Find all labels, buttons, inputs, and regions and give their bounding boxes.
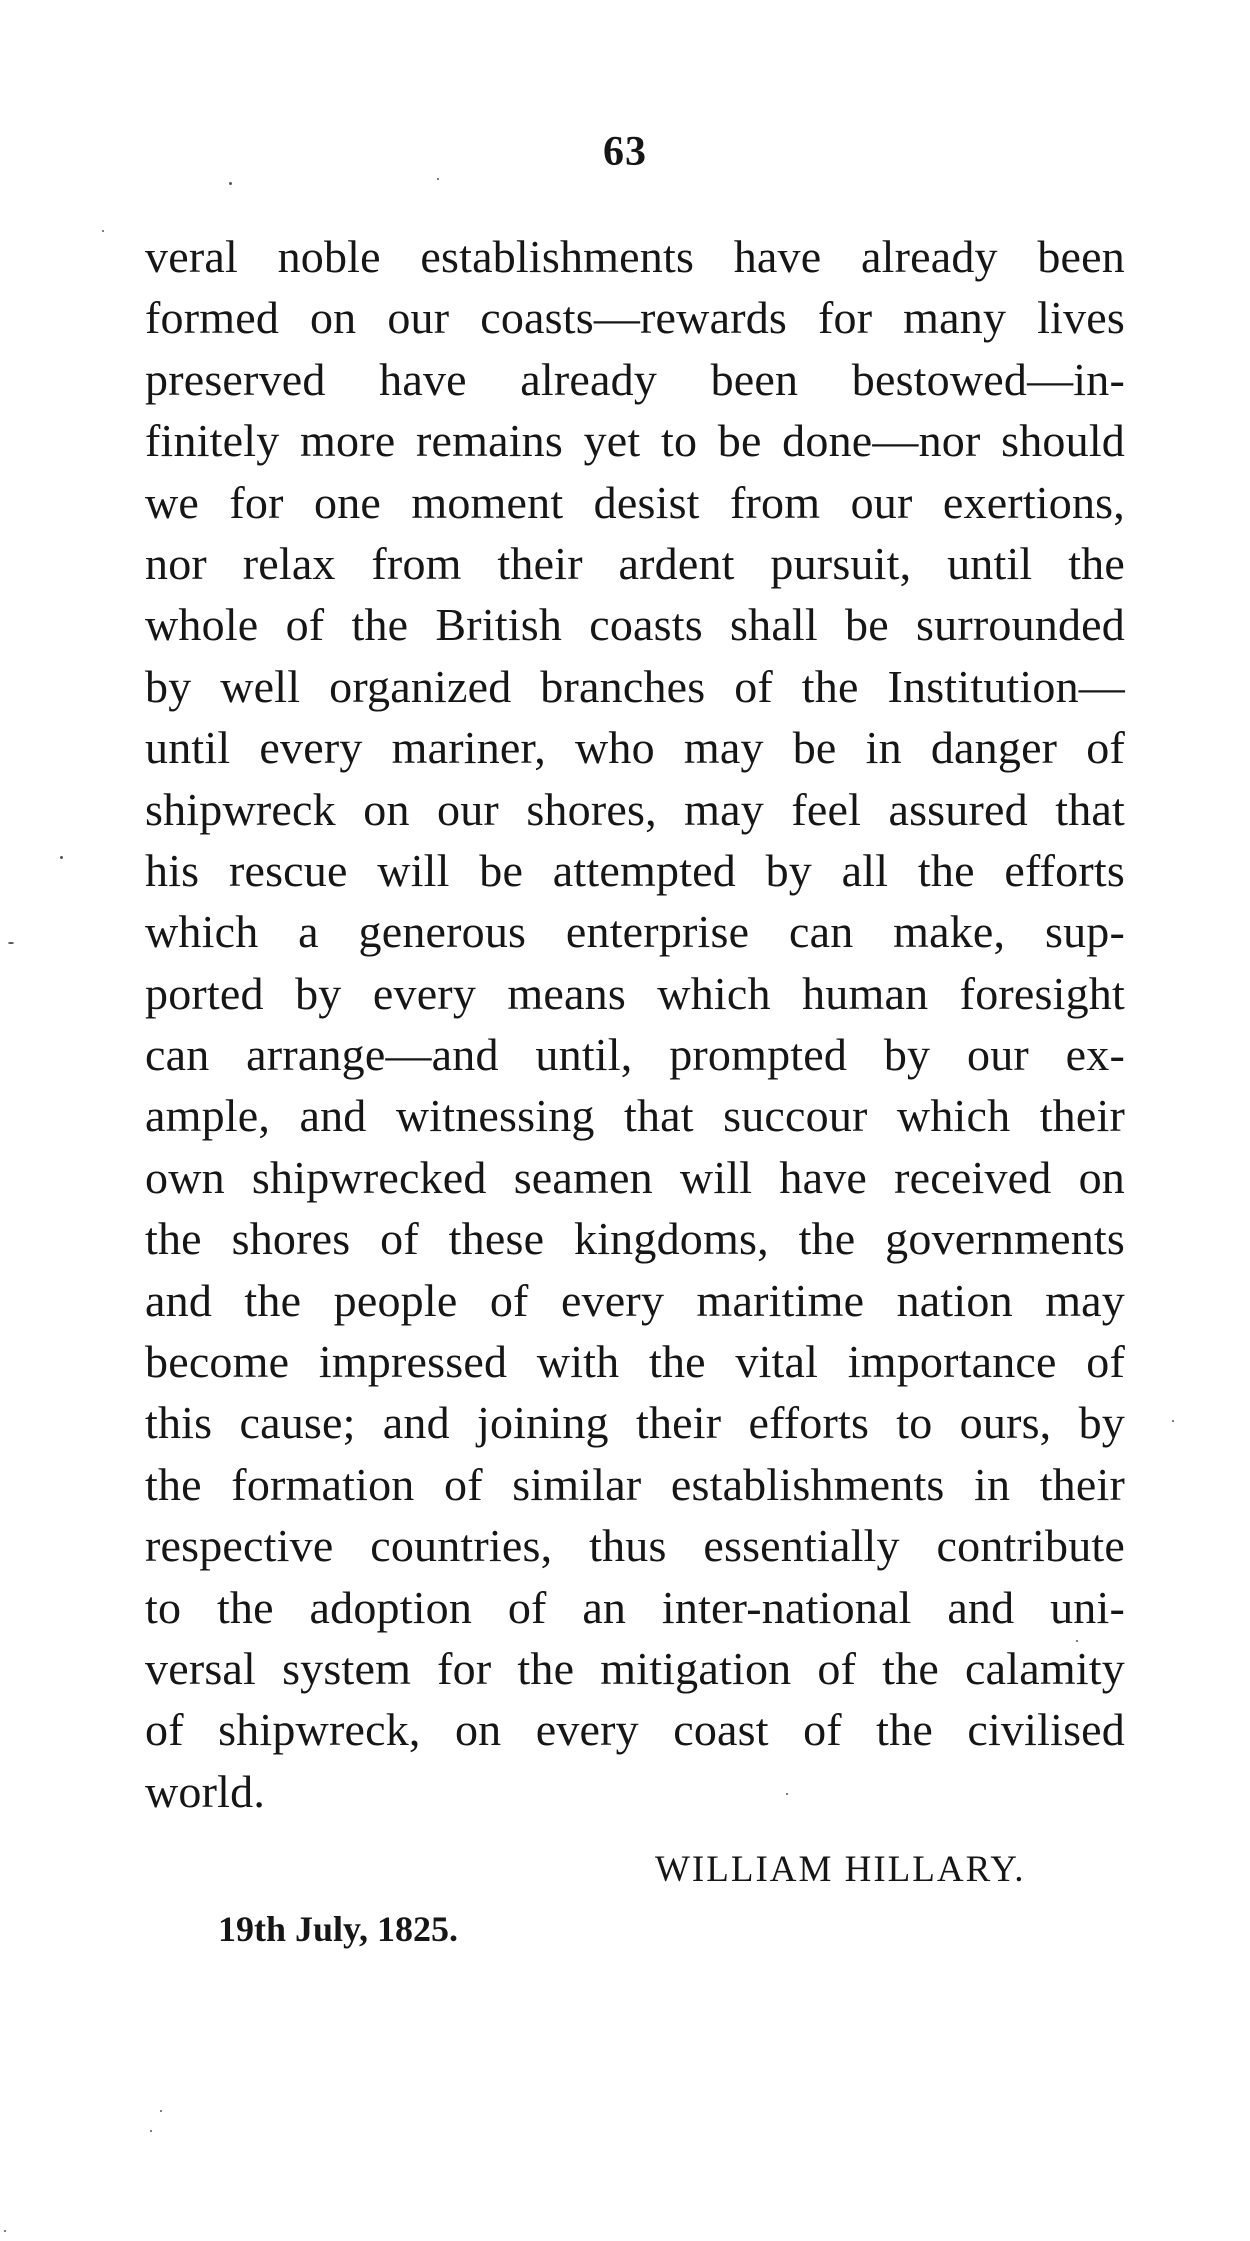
text-line: become impressed with the vital importance of	[145, 1336, 1125, 1388]
scan-speck	[1076, 1640, 1078, 1642]
scan-speck	[4, 2230, 6, 2232]
text-line: the formation of similar establishments in their	[145, 1458, 1125, 1510]
text-line: world.	[145, 1765, 266, 1817]
date-line: 19th July, 1825.	[218, 1909, 459, 1949]
text-line: finitely more remains yet to be done—nor should	[145, 415, 1125, 467]
text-line: by well organized branches of the Institution—	[145, 660, 1125, 712]
text-line: versal system for the mitigation of the calamity	[145, 1642, 1125, 1694]
text-line: to the adoption of an inter-national and uni-	[145, 1581, 1125, 1633]
text-line: own shipwrecked seamen will have received on	[145, 1151, 1125, 1203]
signature: WILLIAM HILLARY.	[655, 1849, 1026, 1890]
text-line: nor relax from their ardent pursuit, until the	[145, 537, 1125, 589]
text-line: and the people of every maritime nation may	[145, 1274, 1125, 1326]
text-line: the shores of these kingdoms, the governments	[145, 1213, 1125, 1265]
text-line: veral noble establishments have already been	[145, 231, 1125, 282]
text-line: ample, and witnessing that succour which their	[145, 1090, 1125, 1142]
scan-speck	[1172, 1420, 1174, 1422]
text-line: ported by every means which human foresight	[145, 967, 1125, 1019]
scan-speck	[102, 230, 104, 232]
text-line: preserved have already been bestowed—in-	[145, 353, 1125, 405]
text-line: respective countries, thus essentially contribute	[145, 1520, 1125, 1572]
text-line: formed on our coasts—rewards for many lives	[145, 292, 1125, 344]
text-line: of shipwreck, on every coast of the civilised	[145, 1704, 1125, 1756]
text-line: whole of the British coasts shall be surrounded	[145, 599, 1125, 651]
scan-speck	[437, 178, 439, 180]
text-line: we for one moment desist from our exertions,	[145, 476, 1125, 528]
scan-speck	[150, 2130, 152, 2132]
page-number: 63	[603, 129, 647, 175]
text-line: can arrange—and until, prompted by our ex-	[145, 1029, 1125, 1081]
scan-speck	[60, 856, 63, 859]
scan-speck	[160, 2110, 162, 2112]
text-line: which a generous enterprise can make, sup-	[145, 906, 1125, 958]
text-line: shipwreck on our shores, may feel assured that	[145, 783, 1125, 835]
body-text	[145, 226, 1125, 1822]
text-line: his rescue will be attempted by all the efforts	[145, 844, 1125, 896]
text-line: until every mariner, who may be in danger of	[145, 722, 1125, 774]
scan-speck	[786, 1793, 788, 1795]
scan-speck	[8, 942, 14, 944]
scan-speck	[229, 182, 232, 185]
text-line: this cause; and joining their efforts to ours, by	[145, 1397, 1125, 1449]
